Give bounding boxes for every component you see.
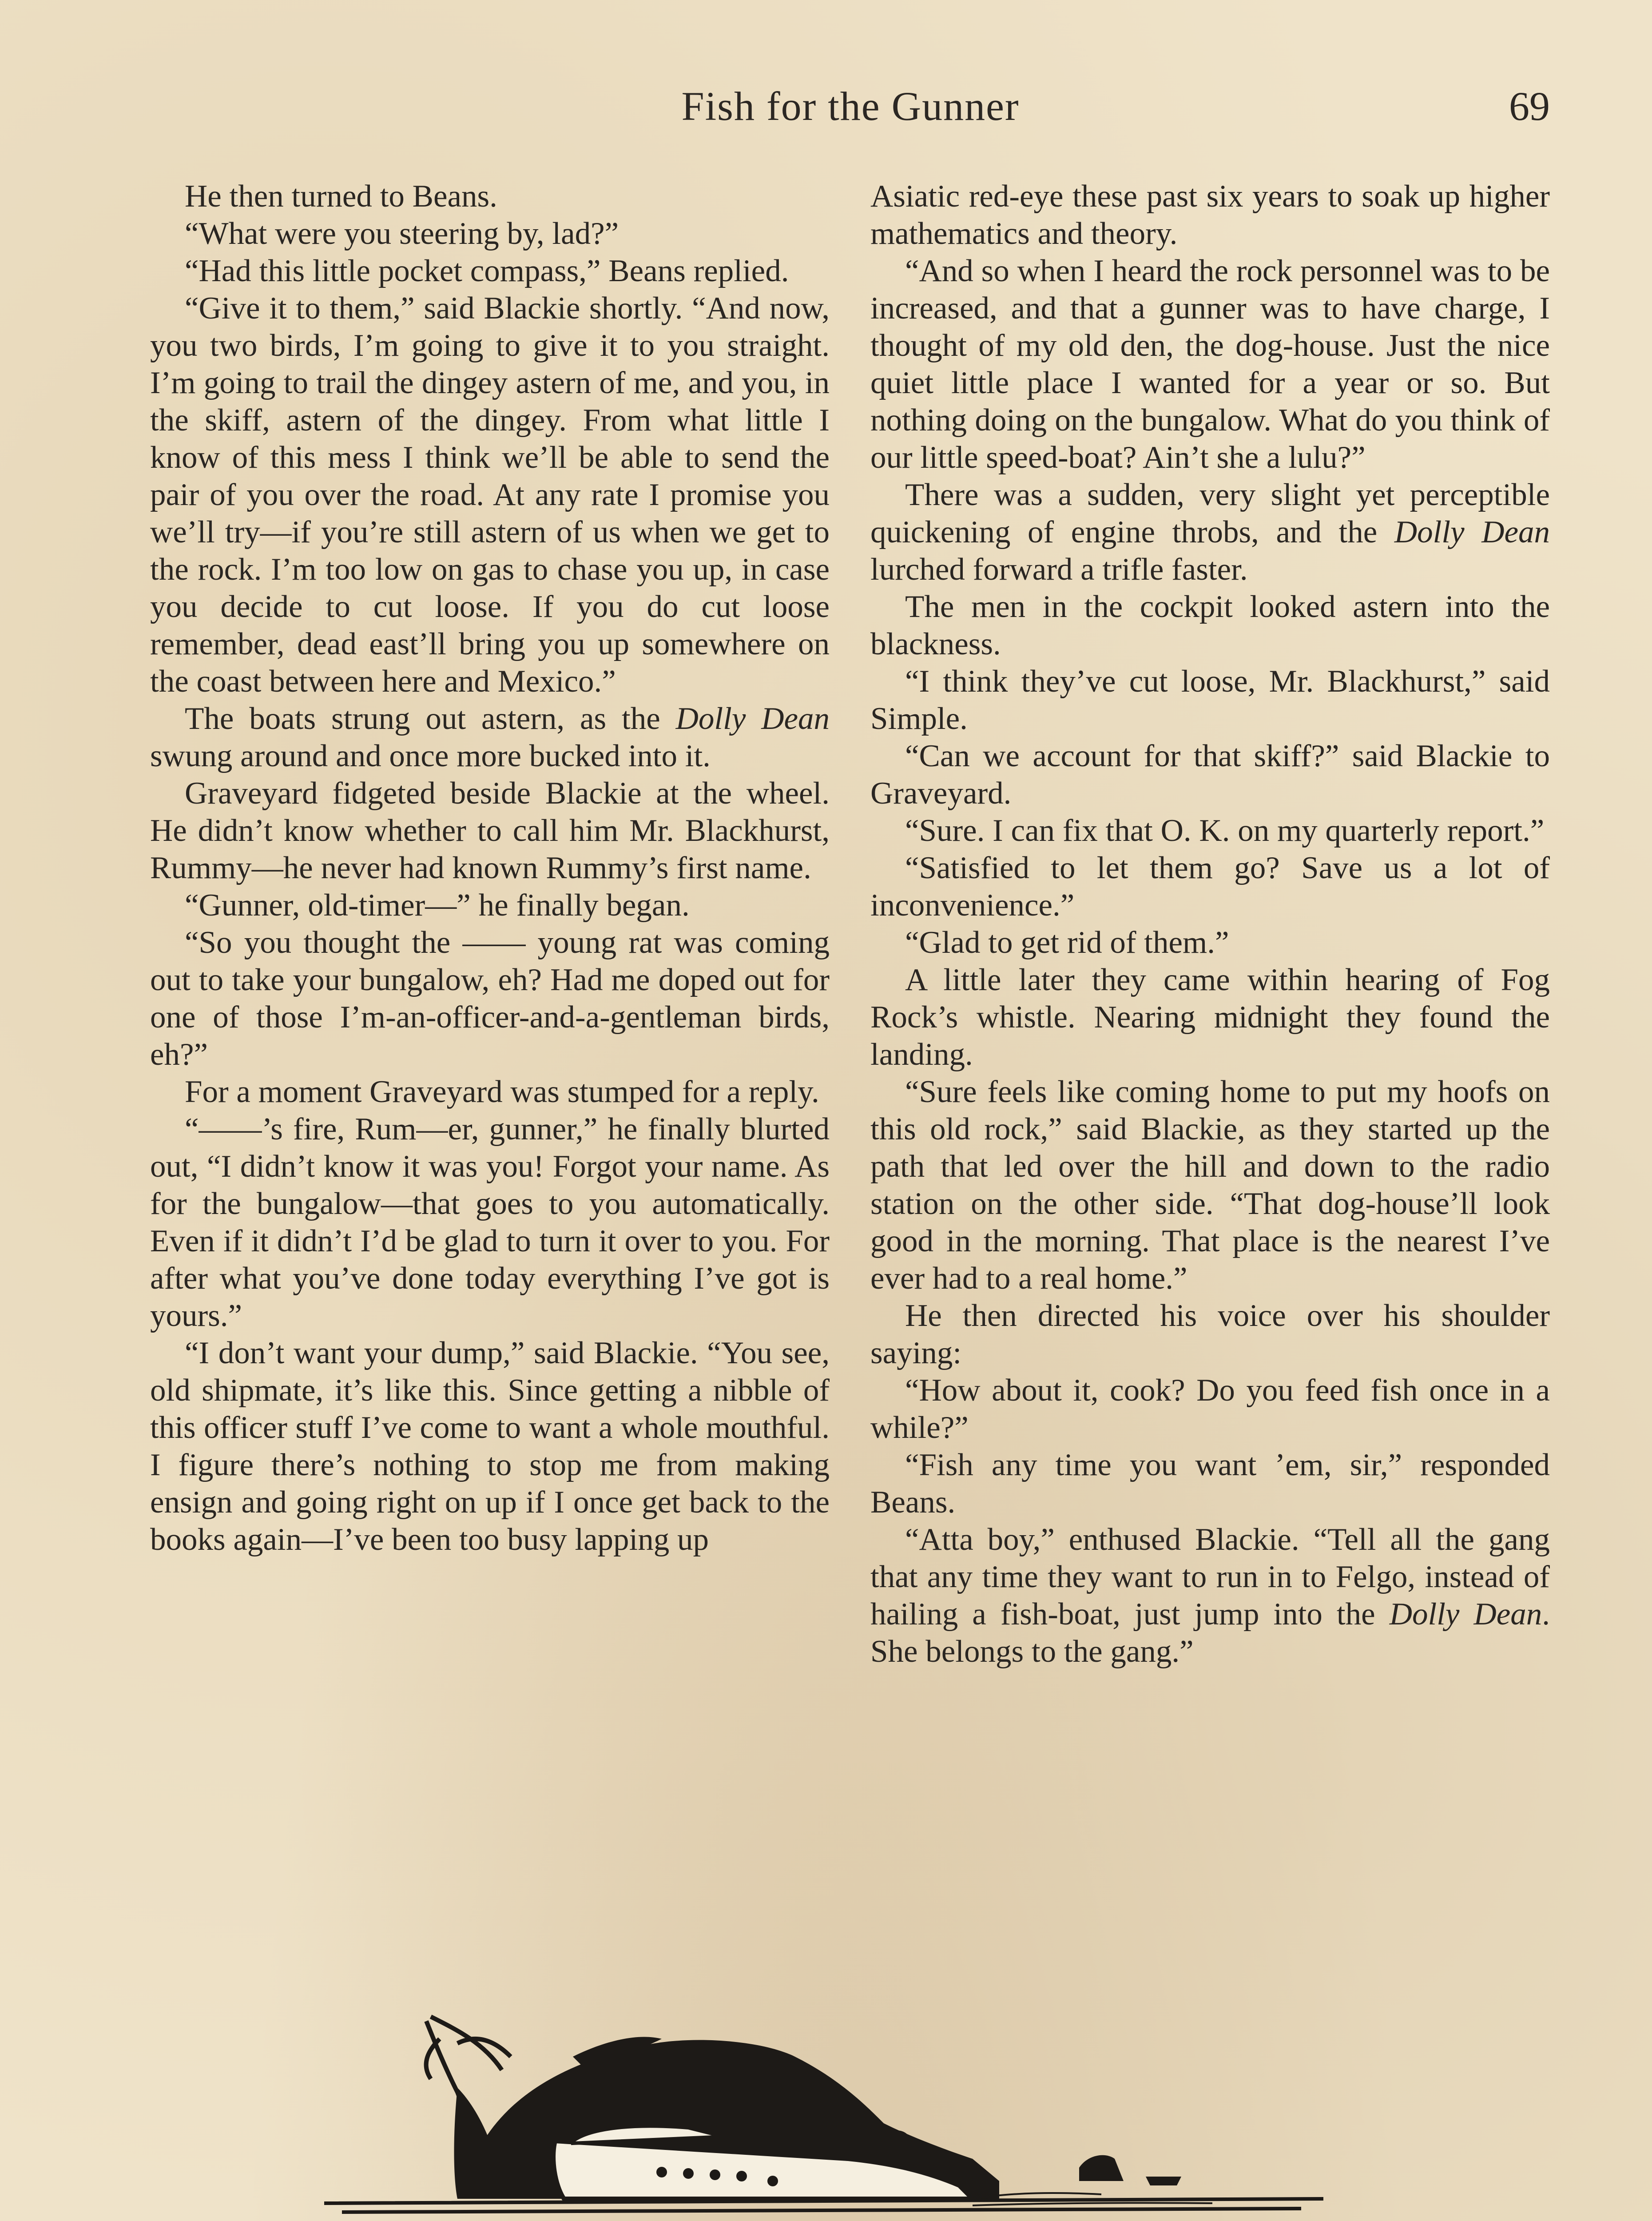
paragraph: Graveyard fidgeted beside Blackie at the wheel. He didn’t know whether to call him Mr. Blackhurst, Rummy—he never had known Rummy’s first name. — [150, 776, 830, 885]
paragraph: “Can we account for that skiff?” said Blackie to Graveyard. — [870, 739, 1550, 811]
page-header — [151, 83, 1550, 145]
paragraph: “——’s fire, Rum—er, gunner,” he finally blurted out, “I didn’t know it was you! Forgot your name. As for the bungalow—that goes to you automatically. Even if it didn’t I’d be glad to turn it over to you. For after what you’ve done today everything I’ve got is yours.” — [150, 1112, 830, 1333]
running-title: Fish for the Gunner — [681, 84, 1020, 129]
boat-name: Dolly Dean — [1389, 1597, 1542, 1632]
towed-boat — [1146, 2177, 1181, 2185]
paragraph: He then directed his voice over his shoulder saying: — [870, 1298, 1550, 1370]
paragraph: “Sure. I can fix that O. K. on my quarterly report.” — [905, 813, 1545, 848]
paragraph: “Sure feels like coming home to put my hoofs on this old rock,” said Blackie, as they started up the path that led over the hill and down to the radio station on the other side. “That dog-house’ll look good in the morning. That place is the nearest I’ve ever had to a real home.” — [870, 1075, 1550, 1296]
paragraph: “So you thought the —— young rat was coming out to take your bungalow, eh? Had me doped out for one of those I’m-an-officer-and-a-gentleman birds, eh?” — [150, 925, 830, 1072]
text-run: There was a sudden, very slight yet perceptible quickening of engine throbs, and the — [870, 478, 1550, 549]
text-run: swung around and once more bucked into it. — [150, 739, 711, 773]
paragraph: “Glad to get rid of them.” — [905, 925, 1229, 960]
paragraph: “I think they’ve cut loose, Mr. Blackhurst,” said Simple. — [870, 664, 1550, 736]
paragraph-continued: Asiatic red-eye these past six years to soak up higher mathematics and theory. — [870, 179, 1550, 251]
speedboat-island-illustration — [324, 1990, 1323, 2221]
boat-name: Dolly Dean — [675, 701, 830, 736]
paragraph — [150, 700, 830, 775]
text-run: lurched forward a trifle faster. — [870, 552, 1248, 587]
towed-boat — [1079, 2155, 1124, 2181]
paragraph: “Gunner, old-timer—” he finally began. — [185, 888, 690, 923]
text-run: The boats strung out astern, as the — [185, 701, 676, 736]
porthole — [683, 2168, 694, 2179]
boat-name: Dolly Dean — [1394, 515, 1550, 549]
porthole — [736, 2171, 747, 2181]
paragraph: “What were you steering by, lad?” — [185, 216, 619, 251]
speedboat-island-icon — [324, 1990, 1323, 2221]
porthole — [767, 2176, 778, 2186]
paragraph — [870, 1521, 1550, 1670]
porthole — [656, 2167, 667, 2177]
paragraph: “Give it to them,” said Blackie shortly. “And now, you two birds, I’m going to give it to you straight. I’m going to trail the dingey astern of me, and you, in the skiff, astern of the dingey. From what little I know of this mess I think we’ll be able to send the pair of you over the road. At any rate I promise you we’ll try—if you’re still astern of us when we get to the rock. I’m too low on gas to chase you up, in case you decide to cut loose. If you do cut loose remember, dead east’ll bring you up somewhere on the coast between here and Mexico.” — [150, 291, 830, 699]
paragraph: “And so when I heard the rock personnel was to be increased, and that a gunner was to have charge, I thought of my old den, the dog-house. Just the nice quiet little place I wanted for a year or so. But nothing doing on the bungalow. What do you think of our little speed-boat? Ain’t she a lulu?” — [870, 254, 1550, 475]
paragraph — [870, 476, 1550, 588]
page-number: 69 — [1509, 84, 1550, 129]
paragraph: He then turned to Beans. — [185, 179, 497, 214]
paragraph: A little later they came within hearing of Fog Rock’s whistle. Nearing midnight they found the landing. — [870, 963, 1550, 1072]
paragraph: For a moment Graveyard was stumped for a reply. — [185, 1075, 819, 1109]
paragraph: The men in the cockpit looked astern into the blackness. — [870, 589, 1550, 661]
paragraph: “How about it, cook? Do you feed fish once in a while?” — [870, 1373, 1550, 1445]
paragraph: “I don’t want your dump,” said Blackie. “You see, old shipmate, it’s like this. Since getting a nibble of this officer stuff I’ve come to want a whole mouthful. I figure there’s nothing to stop me from making ensign and going right on up if I once get back to the books again—I’ve been too busy lapping up — [150, 1336, 830, 1557]
porthole — [710, 2169, 720, 2180]
paragraph: “Fish any time you want ’em, sir,” responded Beans. — [870, 1448, 1550, 1520]
text-run: . She belongs to the gang.” — [870, 1597, 1550, 1669]
waterline — [324, 2199, 1323, 2212]
paragraph: “Had this little pocket compass,” Beans replied. — [185, 254, 789, 288]
text-run: “Atta boy,” enthused Blackie. “Tell all the gang that any time they want to run in to Felgo, instead of hailing a fish-boat, just jump into the — [870, 1522, 1550, 1632]
left-column — [150, 178, 830, 1558]
paragraph: “Satisfied to let them go? Save us a lot of inconvenience.” — [870, 851, 1550, 923]
right-column — [870, 178, 1550, 1670]
